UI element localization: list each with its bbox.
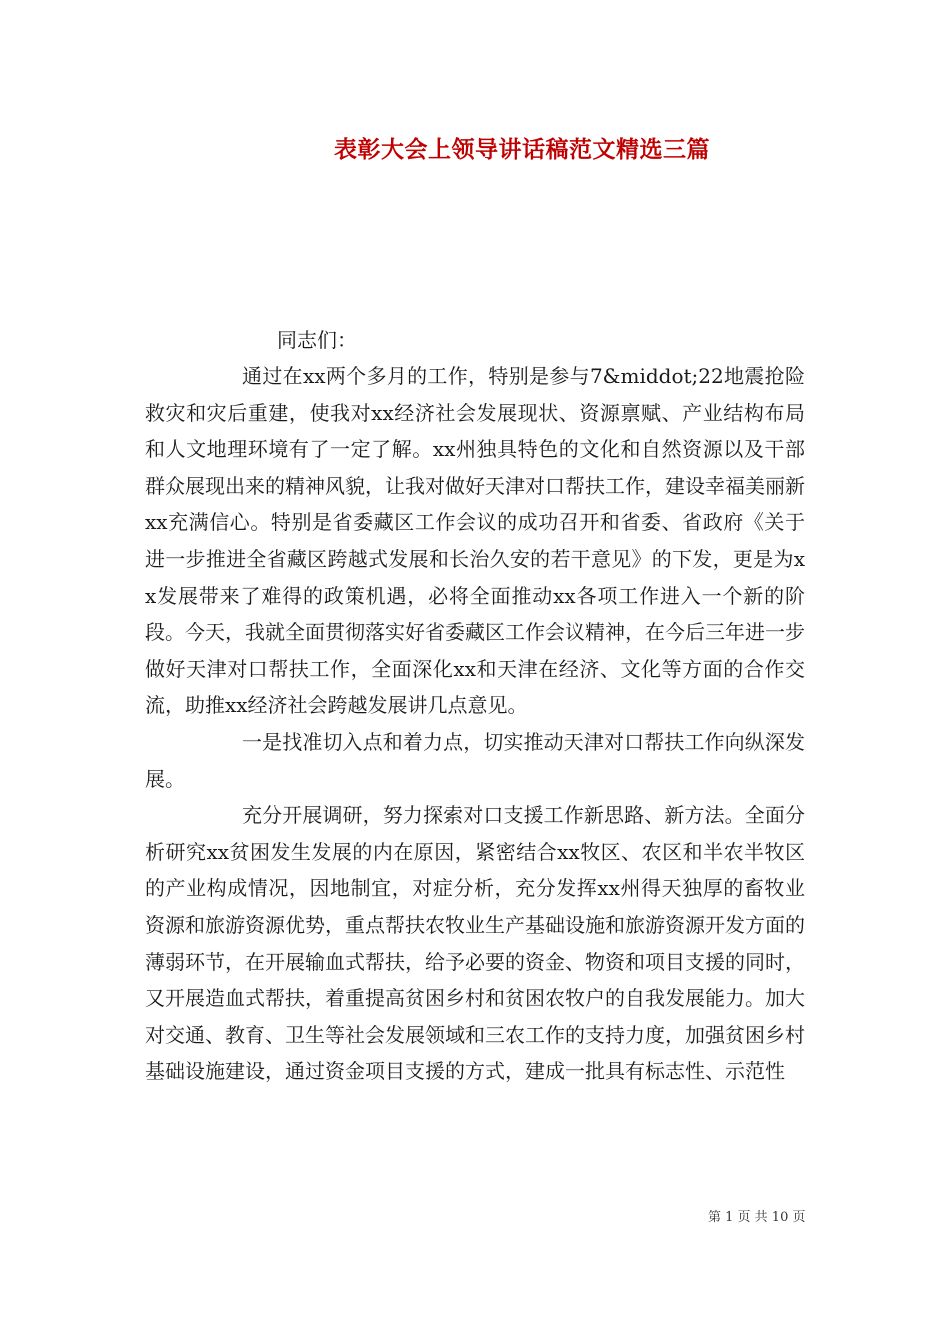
page-number-footer: 第 1 页 共 10 页 [708,1210,806,1225]
paragraph-3: 充分开展调研，努力探索对口支援工作新思路、新方法。全面分析研究xx贫困发生发展的内在原因，紧密结合xx牧区、农区和半农半牧区的产业构成情况，因地制宜，对症分析，充分发挥xx州得天独厚的畜牧业资源和旅游资源优势，重点帮扶农牧业生产基础设施和旅游资源开发方面的薄弱环节，在开展输血式帮扶，给予必要的资金、物资和项目支援的同时，又开展造血式帮扶，着重提高贫困乡村和贫困农牧户的自我发展能力。加大对交通、教育、卫生等社会发展领域和三农工作的支持力度，加强贫困乡村基础设施建设，通过资金项目支援的方式，建成一批具有标志性、示范性 [145,803,805,1084]
paragraph-2: 一是找准切入点和着力点，切实推动天津对口帮扶工作向纵深发展。 [145,729,805,791]
document-title: 表彰大会上领导讲话稿范文精选三篇 [334,136,710,163]
document-body [145,322,805,1090]
greeting: 同志们： [277,328,357,352]
paragraph-1: 通过在xx两个多月的工作，特别是参与7&middot;22地震抢险救灾和灾后重建，使我对xx经济社会发展现状、资源禀赋、产业结构布局和人文地理环境有了一定了解。xx州独具特色的文化和自然资源以及干部群众展现出来的精神风貌，让我对做好天津对口帮扶工作，建设幸福美丽新xx充满信心。特别是省委藏区工作会议的成功召开和省委、省政府《关于进一步推进全省藏区跨越式发展和长治久安的若干意见》的下发，更是为xx发展带来了难得的政策机遇，必将全面推动xx各项工作进入一个新的阶段。今天，我就全面贯彻落实好省委藏区工作会议精神，在今后三年进一步做好天津对口帮扶工作，全面深化xx和天津在经济、文化等方面的合作交流，助推xx经济社会跨越发展讲几点意见。 [145,364,805,718]
